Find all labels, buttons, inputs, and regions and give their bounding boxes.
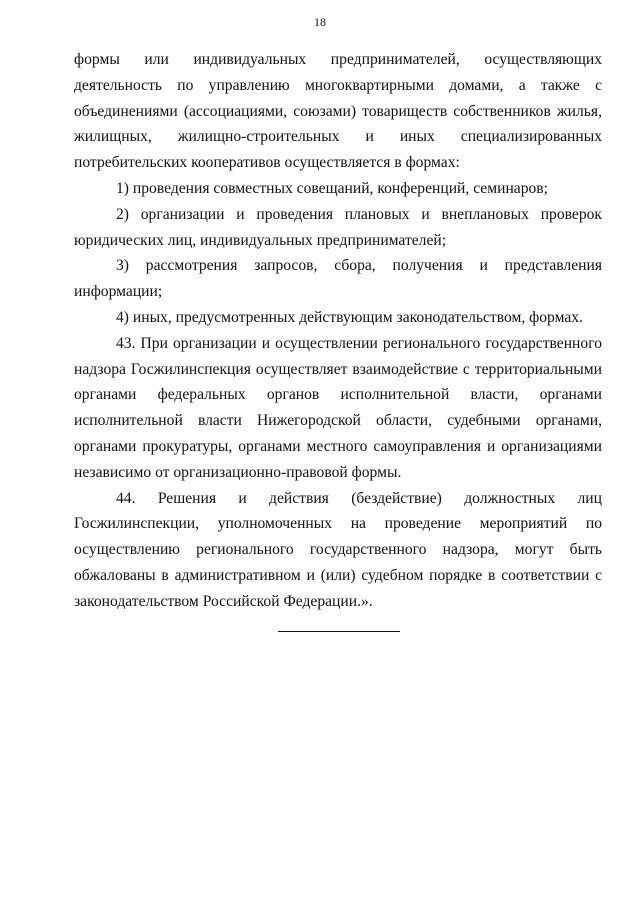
paragraph-clause-44: 44. Решения и действия (бездействие) должностных лиц Госжилинспекции, уполномоченных на проведение мероприятий по осуществлению регионального государственного надзора, могут быть обжалованы в административном и (или) судебном порядке в соответствии с законодательством Российской Федерации.». (74, 489, 602, 610)
paragraph-item-1: 1) проведения совместных совещаний, конференций, семинаров; (116, 179, 548, 197)
paragraph-clause-43: 43. При организации и осуществлении регионального государственного надзора Госжилинспекция осуществляет взаимодействие с территориальными органами федеральных органов исполнительной власти, органами исполнительной власти Нижегородской области, судебными органами, органами прокуратуры, органами местного самоуправления и организациями независимо от организационно-правовой формы. (74, 334, 602, 481)
end-of-document-rule (278, 631, 400, 632)
paragraph-item-3: 3) рассмотрения запросов, сбора, получения и представления информации; (74, 257, 602, 301)
paragraph-item-2: 2) организации и проведения плановых и внеплановых проверок юридических лиц, индивидуальных предпринимателей; (74, 205, 602, 249)
document-body (74, 47, 602, 615)
page-number: 18 (314, 15, 326, 29)
paragraph-continuation: формы или индивидуальных предпринимателей, осуществляющих деятельность по управлению многоквартирными домами, а также с объединениями (ассоциациями, союзами) товариществ собственников жилья, жилищных, жилищно-строительных и иных специализированных потребительских кооперативов осуществляется в формах: (74, 51, 602, 172)
paragraph-item-4: 4) иных, предусмотренных действующим законодательством, формах. (116, 308, 583, 326)
